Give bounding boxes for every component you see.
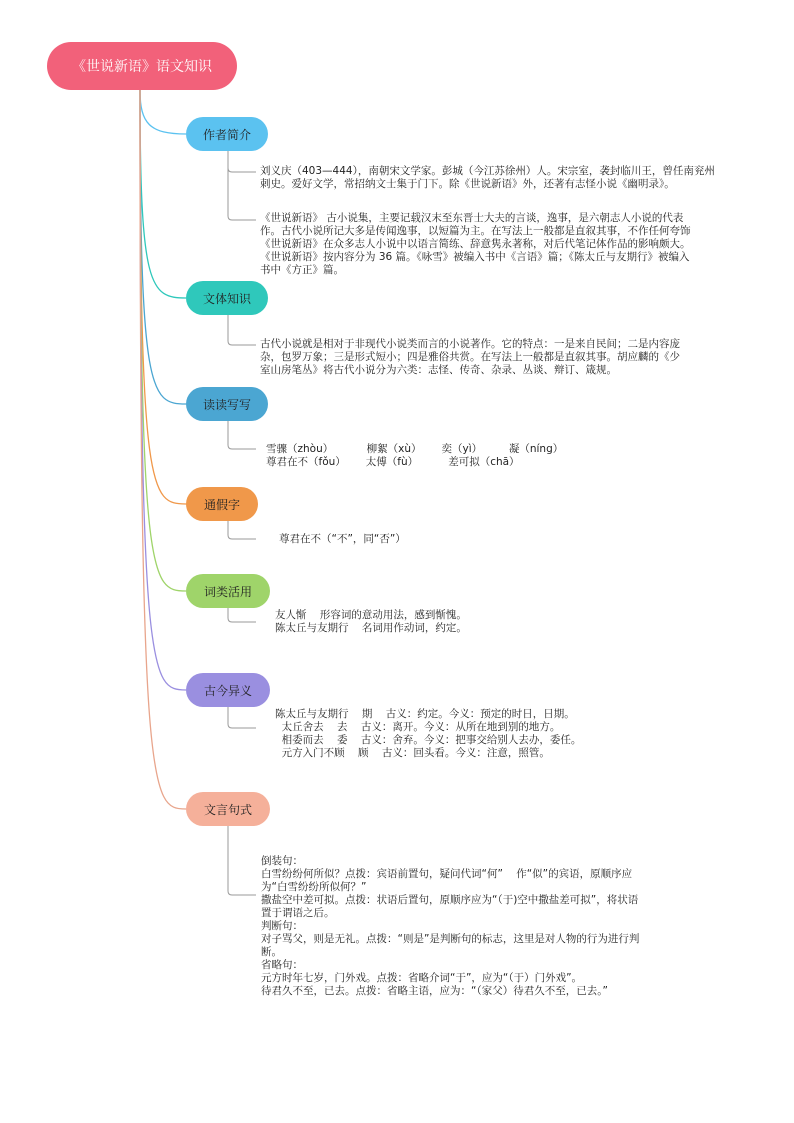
root-node[interactable] [47, 42, 237, 90]
note-line: 待君久不至，已去。点拨：省略主语，应为：“（家父）待君久不至，已去。” [261, 985, 608, 997]
branch-ancient-modern-meaning[interactable] [186, 673, 270, 707]
note-line: 《世说新语》 古小说集，主要记载汉末至东晋士大夫的言谈，逸事，是六朝志人小说的代表 [260, 212, 684, 224]
branch-word-class-shift[interactable] [186, 574, 270, 608]
note-line: 古代小说就是相对于非现代小说类而言的小说著作。它的特点：一是来自民间；二是内容庞 [260, 338, 680, 350]
note-line: 白雪纷纷何所似？点拨：宾语前置句，疑问代词“何” 作“似”的宾语，原顺序应 [261, 868, 633, 880]
note-line: 为“白雪纷纷所似何？” [261, 881, 367, 893]
root-title: 《世说新语》语文知识 [72, 59, 212, 75]
note-line: 断。 [261, 946, 282, 958]
branch-to-note-connector [228, 151, 256, 172]
note-sentence-patterns [261, 855, 639, 998]
note-pronunciation [266, 443, 563, 469]
branch-tongjia-characters[interactable] [186, 487, 258, 521]
note-line: 《世说新语》在众多志人小说中以语言简练、辞意隽永著称，对后代笔记体作品的影响颇大。 [260, 238, 691, 250]
branch-to-note-connector [228, 521, 256, 539]
note-line: 判断句： [261, 920, 303, 932]
note-word-class [275, 609, 467, 635]
note-line: 太丘舍去 去 古义：离开。今义：从所在地到别的地方。 [275, 721, 561, 733]
root-to-branch-connector [140, 90, 186, 504]
note-line: 尊君在不（fǒu） 太傅（fù） 差可拟（chā） [266, 456, 520, 468]
note-line: 雪骤（zhòu） 柳絮（xù） 奕（yì） 凝（níng） [266, 443, 564, 455]
branch-label: 词类活用 [203, 584, 252, 599]
branch-label: 文体知识 [202, 291, 251, 306]
note-line: 友人惭 形容词的意动用法，感到惭愧。 [275, 609, 467, 621]
branch-label: 作者简介 [202, 127, 251, 142]
branch-label: 通假字 [203, 497, 240, 512]
note-line: 元方时年七岁，门外戏。点拨：省略介词“于”，应为“（于）门外戏”。 [261, 972, 583, 984]
note-line: 室山房笔丛》将古代小说分为六类：志怪、传奇、杂录、丛谈、辩订、箴规。 [260, 364, 617, 376]
note-line: 倒装句： [261, 855, 303, 867]
branch-genre-knowledge[interactable] [186, 281, 268, 315]
note-line: 作。古代小说所记大多是传闻逸事，以短篇为主。在写法上一般都是直叙其事，不作任何夸饰 [260, 225, 691, 237]
note-line: 陈太丘与友期行 名词用作动词，约定。 [275, 622, 467, 634]
branch-to-note-connector [228, 315, 256, 345]
branch-to-note-connector [228, 707, 256, 728]
branch-classical-sentence-patterns[interactable] [186, 792, 270, 826]
branch-author-intro[interactable] [186, 117, 268, 151]
note-line: 书中《方正》篇。 [260, 264, 344, 276]
root-to-branch-connector [140, 90, 186, 404]
note-line: 撒盐空中差可拟。点拨：状语后置句，原顺序应为“（于)空中撒盐差可拟”，将状语 [261, 894, 639, 906]
note-genre [260, 338, 680, 377]
note-line: 元方入门不顾 顾 古义：回头看。今义：注意，照管。 [275, 747, 550, 759]
note-line: 尊君在不（“不”，同“否”） [279, 533, 406, 545]
note-line: 刺史。爱好文学，常招纳文士集于门下。除《世说新语》外，还著有志怪小说《幽明录》。 [260, 178, 675, 190]
note-author-liu-yiqing [260, 165, 715, 191]
branch-to-note-connector [228, 826, 256, 895]
note-line: 对子骂父，则是无礼。点拨：“则是”是判断句的标志，这里是对人物的行为进行判 [261, 933, 640, 945]
branch-label: 古今异义 [203, 683, 252, 698]
note-line: 杂，包罗万象；三是形式短小；四是雅俗共赏。在写法上一般都是直叙其事。胡应麟的《少 [260, 351, 680, 363]
root-to-branch-connector [140, 90, 186, 809]
note-line: 陈太丘与友期行 期 古义：约定。今义：预定的时日，日期。 [275, 708, 575, 720]
note-tongjia [279, 533, 406, 546]
branch-read-write[interactable] [186, 387, 268, 421]
note-ancient-modern [275, 708, 581, 760]
root-to-branch-connector [140, 90, 186, 690]
branch-to-note-connector [228, 421, 256, 449]
branch-label: 读读写写 [202, 397, 251, 412]
root-to-branch-connector [140, 90, 186, 134]
branch-to-note-connector [228, 151, 256, 220]
note-book-shishuo [260, 212, 691, 277]
branch-label: 文言句式 [203, 802, 252, 817]
note-line: 《世说新语》按内容分为 36 篇。《咏雪》被编入书中《言语》篇；《陈太丘与友期行》被编入 [260, 251, 690, 263]
note-line: 刘义庆（403—444），南朝宋文学家。彭城（今江苏徐州）人。宋宗室，袭封临川王，曾任南兖州 [260, 165, 715, 177]
branch-to-note-connector [228, 608, 256, 622]
note-line: 省略句： [261, 959, 303, 971]
note-line: 相委而去 委 古义：舍弃。今义：把事交给别人去办，委任。 [275, 734, 582, 746]
note-line: 置于谓语之后。 [261, 907, 335, 919]
